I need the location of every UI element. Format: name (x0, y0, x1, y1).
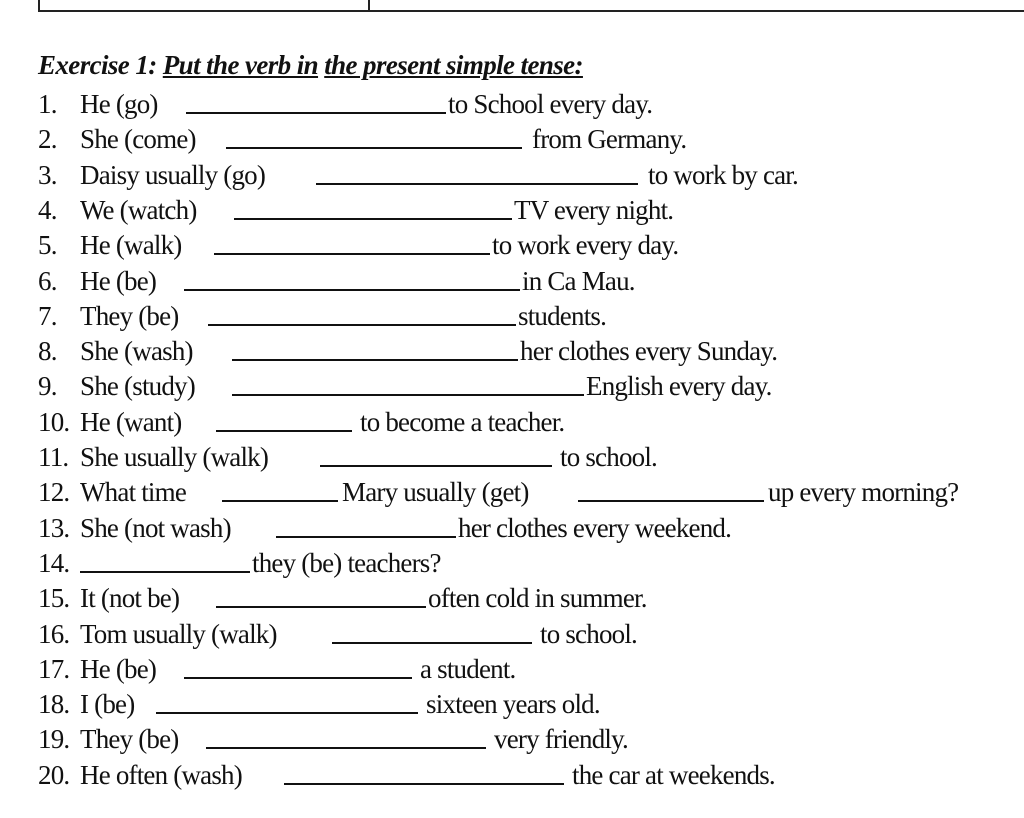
item-text: She (study) (80, 371, 195, 402)
answer-blank[interactable] (232, 368, 584, 396)
item-number: 8. (38, 336, 57, 367)
item-text: English every day. (586, 371, 772, 402)
item-text: She (wash) (80, 336, 193, 367)
item-number: 14. (38, 547, 70, 578)
item-text: TV every night. (514, 194, 674, 225)
item-text: to school. (540, 618, 637, 649)
item-text: He often (wash) (80, 759, 242, 790)
answer-blank[interactable] (320, 439, 552, 467)
item-text: to school. (560, 442, 657, 472)
item-number: 2. (38, 124, 57, 155)
answer-blank[interactable] (276, 510, 456, 538)
answer-blank[interactable] (206, 721, 486, 749)
exercise-item (38, 404, 1018, 440)
item-text: to work every day. (492, 230, 679, 261)
item-text: a student. (420, 653, 516, 684)
answer-blank[interactable] (214, 227, 490, 255)
answer-blank[interactable] (234, 192, 512, 220)
item-text: up every morning? (768, 477, 959, 508)
item-text: to become a teacher. (360, 406, 565, 437)
item-text: to School every day. (448, 89, 653, 119)
exercise-item (38, 227, 1018, 263)
item-text: her clothes every Sunday. (520, 336, 778, 367)
exercise-item (38, 474, 1018, 510)
item-text: What time (80, 477, 187, 508)
item-number: 6. (38, 265, 57, 296)
answer-blank[interactable] (156, 686, 418, 714)
exercise-item (38, 298, 1018, 334)
exercise-item (38, 439, 1018, 475)
answer-blank[interactable] (216, 580, 426, 608)
answer-blank[interactable] (226, 121, 522, 149)
answer-blank[interactable] (284, 757, 564, 785)
answer-blank[interactable] (332, 616, 532, 644)
answer-blank[interactable] (186, 86, 446, 114)
answer-blank[interactable] (232, 333, 518, 361)
answer-blank[interactable] (316, 157, 638, 185)
exercise-heading (38, 50, 583, 81)
item-text: Tom usually (walk) (80, 618, 277, 649)
item-text: students. (518, 300, 607, 331)
exercise-item (38, 580, 1018, 616)
exercise-item (38, 192, 1018, 228)
exercise-item (38, 757, 1018, 793)
item-text: to work by car. (648, 159, 798, 190)
item-number: 17. (38, 653, 70, 684)
answer-blank[interactable] (578, 474, 764, 502)
item-number: 16. (38, 618, 70, 649)
answer-blank[interactable] (222, 474, 338, 502)
answer-blank[interactable] (184, 263, 520, 291)
item-text: She usually (walk) (80, 442, 269, 472)
item-number: 7. (38, 300, 57, 331)
answer-blank[interactable] (216, 404, 352, 432)
item-text: She (come) (80, 124, 196, 155)
exercise-item (38, 651, 1018, 687)
item-text: We (watch) (80, 194, 197, 225)
item-number: 20. (38, 759, 70, 790)
item-text: It (not be) (80, 583, 180, 614)
table-cell-divider (368, 0, 370, 12)
item-text: from Germany. (532, 124, 687, 155)
heading-prefix: Exercise 1: (38, 50, 157, 80)
item-number: 12. (38, 477, 70, 508)
item-text: sixteen years old. (426, 689, 600, 720)
item-text: they (be) teachers? (252, 547, 441, 578)
item-text: Mary usually (get) (342, 477, 529, 508)
item-text: the car at weekends. (572, 759, 775, 790)
item-text: They (be) (80, 724, 179, 755)
heading-instruction: Put the verb in (162, 50, 319, 80)
exercise-item (38, 263, 1018, 299)
answer-blank[interactable] (208, 298, 516, 326)
item-number: 1. (38, 89, 57, 119)
item-text: He (want) (80, 406, 182, 437)
exercise-item (38, 121, 1018, 157)
item-text: I (be) (80, 689, 135, 720)
exercise-item (38, 368, 1018, 404)
item-number: 9. (38, 371, 57, 402)
answer-blank[interactable] (80, 545, 250, 573)
item-text: He (be) (80, 265, 157, 296)
item-text: He (go) (80, 89, 158, 119)
exercise-item (38, 545, 1018, 581)
answer-blank[interactable] (184, 651, 412, 679)
item-number: 10. (38, 406, 70, 437)
item-number: 13. (38, 512, 70, 543)
exercise-item (38, 510, 1018, 546)
item-text: Daisy usually (go) (80, 159, 266, 190)
exercise-item (38, 686, 1018, 722)
item-text: He (walk) (80, 230, 182, 261)
item-number: 11. (38, 442, 69, 472)
top-table-border (38, 0, 1024, 12)
item-number: 18. (38, 689, 70, 720)
item-text: often cold in summer. (428, 583, 647, 614)
exercise-item (38, 333, 1018, 369)
exercise-item (38, 86, 1018, 122)
item-number: 3. (38, 159, 57, 190)
item-text: They (be) (80, 300, 179, 331)
item-text: very friendly. (494, 724, 628, 755)
item-number: 15. (38, 583, 70, 614)
item-text: in Ca Mau. (522, 265, 635, 296)
exercise-item (38, 616, 1018, 652)
exercise-item (38, 721, 1018, 757)
item-text: her clothes every weekend. (458, 512, 732, 543)
item-text: She (not wash) (80, 512, 231, 543)
item-text: He (be) (80, 653, 157, 684)
exercise-item (38, 157, 1018, 193)
item-number: 19. (38, 724, 70, 755)
item-number: 4. (38, 194, 57, 225)
item-number: 5. (38, 230, 57, 261)
heading-tense: the present simple tense: (324, 50, 583, 80)
